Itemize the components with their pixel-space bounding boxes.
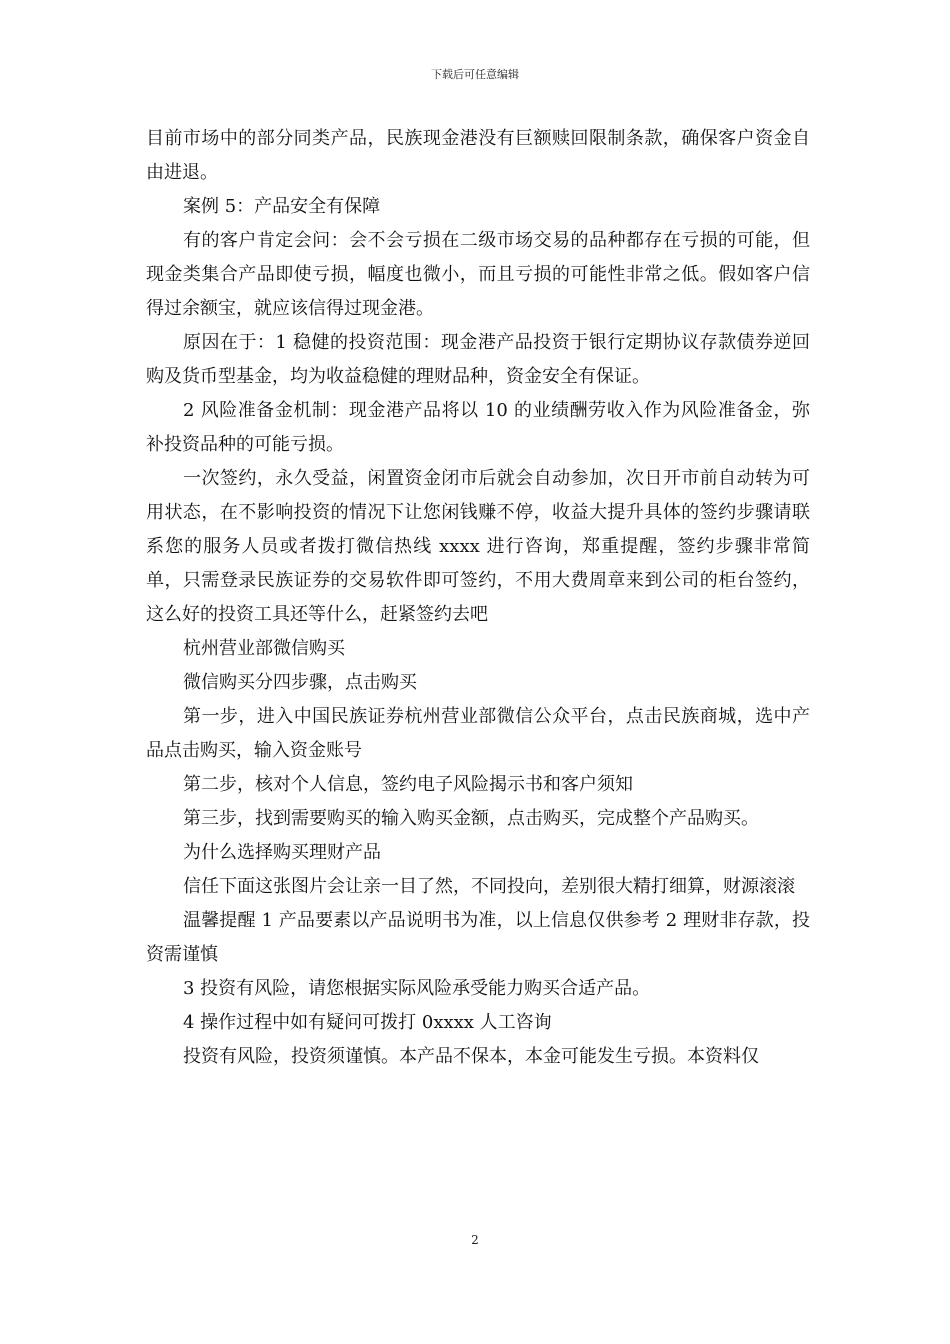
notice-paragraph: 3 投资有风险，请您根据实际风险承受能力购买合适产品。 — [183, 978, 651, 999]
page-number: 2 — [471, 1233, 479, 1247]
step-paragraph: 第三步，找到需要购买的输入购买金额，点击购买，完成整个产品购买。 — [183, 808, 759, 829]
disclaimer-paragraph: 投资有风险，投资须谨慎。本产品不保本，本金可能发生亏损。本资料仅 — [183, 1046, 759, 1067]
section-heading: 杭州营业部微信购买 — [183, 638, 345, 659]
paragraph: 信任下面这张图片会让亲一目了然，不同投向，差别很大精打细算，财源滚滚 — [183, 876, 795, 897]
paragraph: 微信购买分四步骤，点击购买 — [183, 672, 417, 693]
paragraph: 原因在于：1 稳健的投资范围：现金港产品投资于银行定期协议存款债券逆回购及货币型基金，均为收益稳健的理财品种，资金安全有保证。 — [146, 332, 810, 387]
step-paragraph: 第二步，核对个人信息，签约电子风险揭示书和客户须知 — [183, 774, 633, 795]
paragraph: 一次签约，永久受益，闲置资金闭市后就会自动参加，次日开市前自动转为可用状态，在不影响投资的情况下让您闲钱赚不停，收益大提升具体的签约步骤请联系您的服务人员或者拨打微信热线 xxxx 进行咨询，郑重提醒，签约步骤非常简单，只需登录民族证券的交易软件即可签约，不用大费周章来到公司的柜台签约，这么好的投资工具还等什么，赶紧签约去吧 — [146, 468, 810, 625]
page-header-note: 下载后可任意编辑 — [431, 68, 519, 81]
paragraph: 有的客户肯定会问：会不会亏损在二级市场交易的品种都存在亏损的可能，但现金类集合产品即使亏损，幅度也微小，而且亏损的可能性非常之低。假如客户信得过余额宝，就应该信得过现金港。 — [146, 230, 810, 319]
step-paragraph: 第一步，进入中国民族证券杭州营业部微信公众平台，点击民族商城，选中产品点击购买，输入资金账号 — [146, 706, 810, 761]
paragraph: 2 风险准备金机制：现金港产品将以 10 的业绩酬劳收入作为风险准备金，弥补投资品种的可能亏损。 — [146, 400, 810, 455]
section-heading: 为什么选择购买理财产品 — [183, 842, 381, 863]
paragraph-continuation: 目前市场中的部分同类产品，民族现金港没有巨额赎回限制条款，确保客户资金自由进退。 — [146, 128, 810, 183]
document-body — [146, 122, 810, 1074]
notice-paragraph: 温馨提醒 1 产品要素以产品说明书为准，以上信息仅供参考 2 理财非存款，投资需谨慎 — [146, 910, 810, 965]
case-heading: 案例 5：产品安全有保障 — [183, 196, 381, 217]
notice-paragraph: 4 操作过程中如有疑问可拨打 0xxxx 人工咨询 — [183, 1012, 552, 1033]
